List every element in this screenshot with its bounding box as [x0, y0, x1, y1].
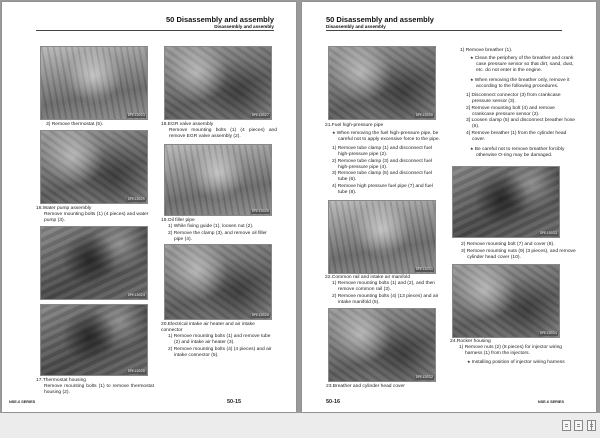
footer-series: NSE-6 SERIES — [9, 400, 36, 404]
photo-common-rail: DPE13031 — [328, 200, 436, 274]
chapter-title: 50 Disassembly and assembly — [326, 15, 434, 24]
photo-intake-heater: DPE13029 — [164, 244, 272, 320]
rocker-step: 1) Remove nuts (2) (8 pieces) for injector wiring harness (1) from the injectors. — [459, 345, 563, 356]
intake-step: 1) Remove mounting bolts (1) and remove tube (2) and intake air heater (3). — [168, 334, 271, 345]
photo-thermostat-housing: DPE13026 — [40, 304, 148, 376]
breather-note: ★ Clean the periphery of the breather and crank case pressure sensor so that dirt, sand, dust, etc. do not enter in the engine. — [467, 55, 577, 74]
photo-breather-detail: DPE13033 — [452, 166, 560, 238]
intake-title: 20.Electrical intake air heater and air intake connector — [161, 322, 255, 333]
header-rule — [36, 30, 274, 31]
photo-rocker-housing: DPE13034 — [452, 264, 560, 338]
breather-block — [457, 48, 577, 162]
thermostat-housing-text: Remove mounting bolts (1) to remove thermostat housing (2). — [44, 384, 154, 395]
egr-block — [161, 122, 277, 140]
intake-block — [161, 322, 277, 359]
common-rail-step: 2) Remove mounting bolts (4) (13 pieces) and air intake manifold (5). — [332, 293, 439, 305]
single-page-view-button[interactable] — [562, 420, 571, 431]
fuel-note: ★ When removing the fuel high-pressure pipe, be careful not to apply excessive force to the pipe. — [329, 130, 441, 143]
footer-series: NSE-6 SERIES — [537, 400, 564, 404]
cover-step: 2) Remove mounting bolt (7) and cover (8). — [461, 242, 555, 247]
common-rail-step: 1) Remove mounting bolts (1) and (2), and then remove common rail (3). — [332, 281, 436, 292]
two-page-view-button[interactable] — [587, 420, 596, 431]
egr-title: 18.EGR valve assembly — [161, 122, 214, 127]
breather-warning: ★ Be careful not to remove breather forcibly otherwise O-ring may be damaged. — [467, 146, 577, 159]
page-50-15 — [2, 2, 296, 412]
page-50-16 — [302, 2, 596, 412]
breather-step: 1) Remove breather (1). — [460, 48, 513, 53]
cover-block — [458, 242, 578, 261]
chapter-title: 50 Disassembly and assembly — [166, 15, 274, 24]
oil-filler-step: 1) While fixing guide (1), loosen nut (2). — [168, 224, 254, 229]
oil-filler-title: 19.Oil filler pipe — [161, 218, 195, 223]
photo-fuel-pipe: DPE13030 — [328, 46, 436, 120]
fuel-step: 4) Remove high pressure fuel pipe (7) and fuel tube (8). — [332, 183, 433, 195]
fuel-step: 1) Remove tube clamp (1) and disconnect fuel high-pressure pipe (2). — [332, 146, 433, 157]
thermostat-housing-title: 17.Thermostat housing — [36, 378, 87, 383]
intake-step: 2) Remove mounting bolts (4) (4 pieces) and air intake connector (5). — [168, 346, 272, 358]
viewer-status-bar — [0, 413, 600, 438]
section-title: Disassembly and assembly — [214, 24, 274, 29]
photo-water-pump: DPE13025 — [40, 130, 148, 204]
fuel-step: 3) Remove tube clamp (5) and disconnect fuel tube (6). — [332, 171, 433, 182]
breather-sub-step: 3] Loosen clamp (5) and disconnect breather hose (6). — [466, 118, 576, 129]
page-number: 50-15 — [227, 399, 242, 405]
fuel-step: 2) Remove tube clamp (3) and disconnect fuel high-pressure pipe (4). — [332, 158, 433, 170]
thermostat-step: 3) Remove thermostat (5). — [46, 122, 104, 127]
breather-sub-step: 4] Remove breather (1) from the cylinder head cover. — [466, 130, 567, 142]
breather-caption: 23.Breather and cylinder head cover — [326, 384, 405, 389]
water-pump-title: 16.Water pump assembly — [36, 206, 92, 211]
breather-note: ★ When removing the breather only, remove it according to the following procedures. — [467, 77, 577, 90]
rocker-note: ★ Installing position of injector wiring harness — [464, 359, 574, 366]
photo-egr-valve: DPE13027 — [164, 46, 272, 120]
section-title: Disassembly and assembly — [326, 24, 386, 29]
page-number: 50-16 — [326, 399, 341, 405]
egr-text: Remove mounting bolts (1) (4 pieces) and remove EGR valve assembly (2). — [169, 128, 277, 139]
rocker-title: 24.Rocker housing — [450, 339, 491, 344]
breather-sub-step: 1] Disconnect connector (3) from crankcase pressure sensor (3). — [466, 93, 561, 104]
oil-filler-step: 2) Remove the clamp (3), and remove oil filler pipe (4). — [168, 230, 267, 242]
oil-filler-block — [161, 218, 277, 243]
common-rail-title: 22.Common rail and intake air manifold — [325, 275, 411, 280]
header-rule — [326, 30, 562, 31]
thermostat-housing-block — [36, 378, 154, 396]
photo-thermostat: DPE13023 — [40, 46, 148, 120]
photo-oil-filler: DPE13028 — [164, 144, 272, 216]
water-pump-text: Remove mounting bolts (1) (4 pieces) and water pump (3). — [44, 212, 149, 223]
breather-sub-step: 2] Remove mounting bolt (4) and remove crankcase pressure sensor (2). — [466, 105, 555, 117]
water-pump-block — [36, 206, 154, 224]
rocker-block — [450, 339, 574, 369]
continuous-view-button[interactable] — [574, 420, 583, 431]
cover-step: 3) Remove mounting nuts (9) (3 pieces), and remove cylinder head cover (10). — [461, 248, 576, 260]
photo-water-pump-detail: DPE13024 — [40, 226, 148, 300]
fuel-block — [325, 123, 441, 196]
fuel-title: 21.Fuel high-pressure pipe — [325, 123, 384, 128]
photo-breather-cover: DPE13032 — [328, 308, 436, 382]
common-rail-block — [325, 275, 441, 306]
